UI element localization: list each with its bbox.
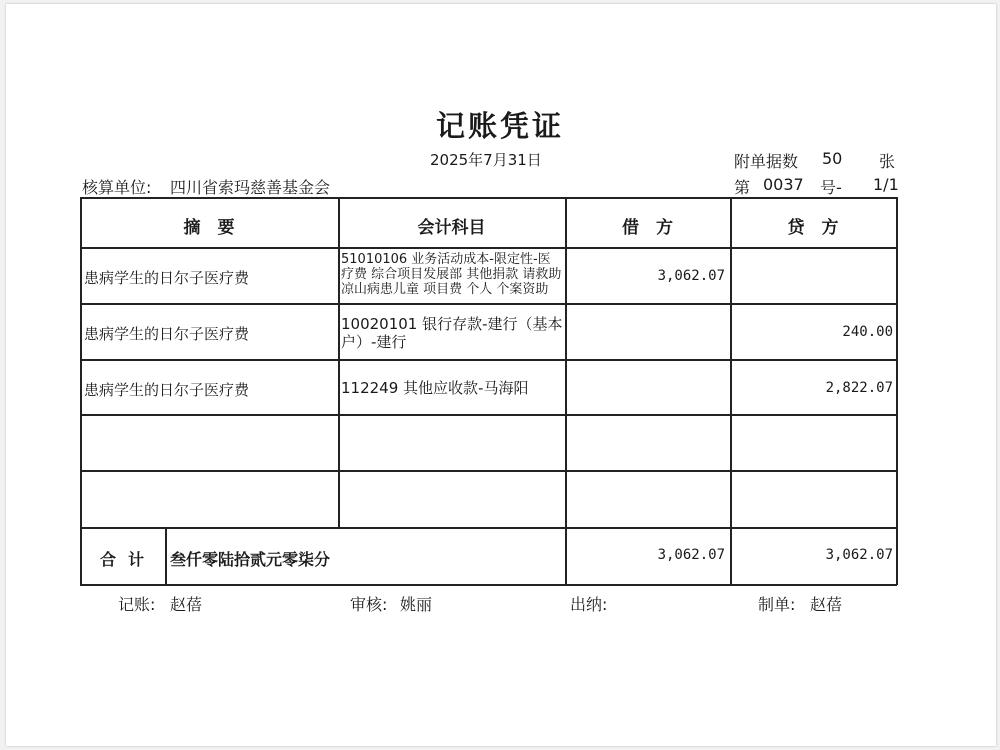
voucher-date: 2025年7月31日: [430, 151, 542, 169]
row-2-summary: 患病学生的日尔子医疗费: [84, 325, 250, 343]
row-1-debit: 3,062.07: [657, 268, 725, 284]
preparer-name: 赵蓓: [810, 595, 843, 614]
voucher-title: 记账凭证: [435, 109, 564, 143]
header-summary: 摘 要: [183, 218, 235, 238]
accounting-unit-label: 核算单位:: [82, 178, 152, 197]
voucher-number-prefix: 第: [734, 178, 751, 197]
auditor-label: 审核:: [350, 595, 388, 614]
voucher-number-suffix: 号-: [820, 178, 842, 197]
voucher-number: 0037: [763, 175, 804, 194]
row-3-credit: 2,822.07: [825, 380, 893, 396]
bookkeeper-name: 赵蓓: [170, 595, 203, 614]
header-credit: 贷 方: [787, 218, 839, 238]
preparer-label: 制单:: [758, 595, 796, 614]
voucher-page: 1/1: [873, 175, 899, 194]
row-3-account: 112249 其他应收款-马海阳: [341, 379, 529, 397]
row-1-account: 51010106 业务活动成本-限定性-医疗费 综合项目发展部 其他捐款 请救助凉山病患儿童 项目费 个人 个案资助: [341, 252, 562, 297]
attachments-label: 附单据数: [734, 152, 799, 171]
row-2-account: 10020101 银行存款-建行（基本户）-建行: [341, 315, 563, 351]
bookkeeper-label: 记账:: [118, 595, 156, 614]
row-1-summary: 患病学生的日尔子医疗费: [84, 269, 250, 287]
row-3-summary: 患病学生的日尔子医疗费: [84, 381, 250, 399]
total-amount-words: 叁仟零陆拾贰元零柒分: [170, 550, 331, 569]
attachments-unit: 张: [879, 152, 896, 171]
auditor-name: 姚丽: [400, 595, 433, 614]
total-label: 合计: [100, 550, 157, 569]
total-credit: 3,062.07: [825, 547, 893, 563]
row-2-credit: 240.00: [842, 324, 893, 340]
header-account: 会计科目: [417, 218, 486, 238]
cashier-label: 出纳:: [570, 595, 608, 614]
accounting-unit-name: 四川省索玛慈善基金会: [170, 178, 331, 197]
attachments-count: 50: [822, 149, 843, 168]
header-debit: 借 方: [622, 218, 673, 238]
total-debit: 3,062.07: [657, 547, 725, 563]
